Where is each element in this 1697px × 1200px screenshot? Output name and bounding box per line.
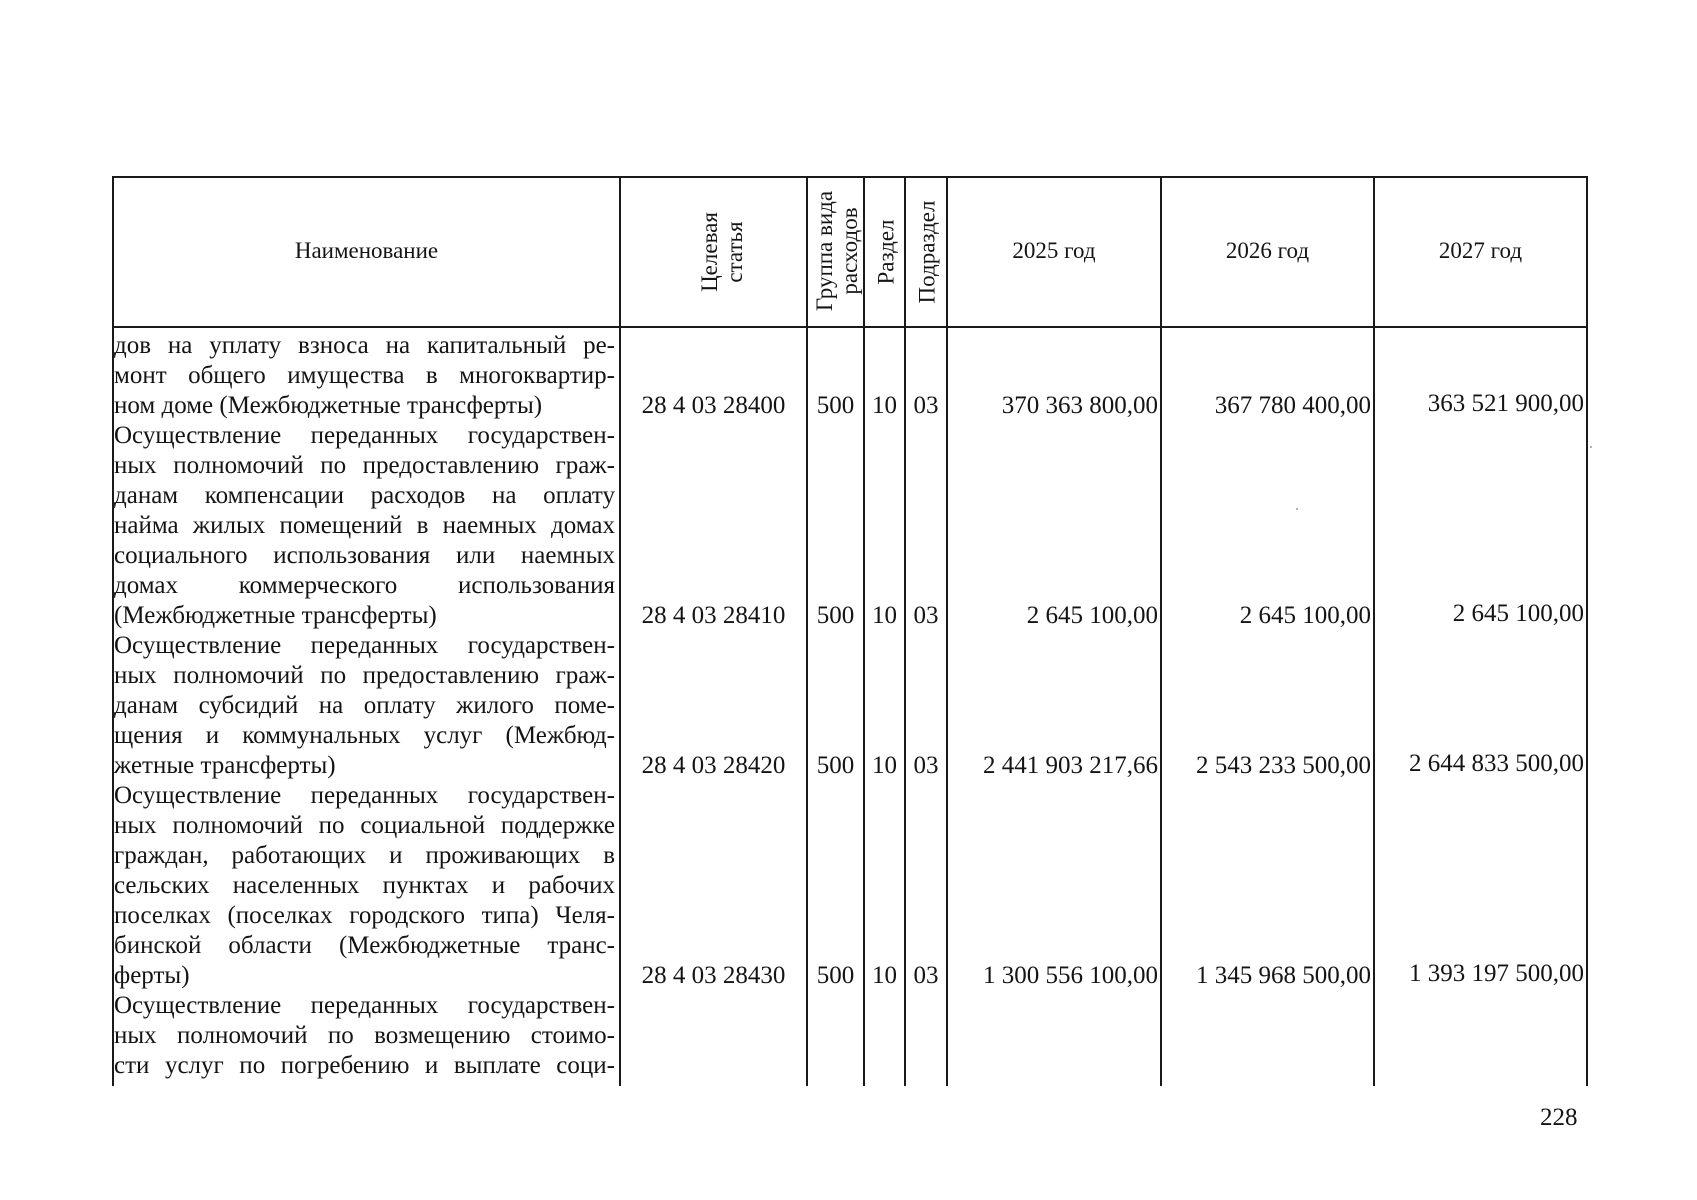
header-name: Наименование <box>294 238 439 263</box>
row2-section: 10 <box>872 602 897 629</box>
row2-subsection: 03 <box>913 602 939 629</box>
row3-2026: 2 543 233 500,00 <box>1196 752 1371 779</box>
table-top-border <box>114 176 1588 178</box>
row4-group: 500 <box>816 962 855 989</box>
row2-line: социального использования или наемных <box>114 542 615 569</box>
row3-group: 500 <box>816 752 855 779</box>
row2-2025: 2 645 100,00 <box>1026 602 1158 629</box>
row2-target: 28 4 03 28410 <box>641 602 786 629</box>
row2-2027: 2 645 100,00 <box>1452 600 1584 627</box>
scan-speck <box>1590 446 1592 448</box>
row2-line: домах коммерческого использования <box>114 572 615 599</box>
row3-2027: 2 644 833 500,00 <box>1409 750 1584 777</box>
row5-line: ных полномочий по возмещению стоимо- <box>114 1022 615 1049</box>
budget-table <box>112 176 1588 1086</box>
row3-line: данам субсидий на оплату жилого поме- <box>114 692 615 719</box>
page-number: 228 <box>1540 1104 1578 1131</box>
row2-line: (Межбюджетные трансферты) <box>114 602 437 629</box>
row3-2025: 2 441 903 217,66 <box>983 752 1158 779</box>
header-target-line-2: статья <box>722 221 747 283</box>
header-2025: 2025 год <box>1012 238 1096 263</box>
row4-line: Осуществление переданных государствен- <box>114 782 615 809</box>
header-target-line-1: Целевая <box>697 212 722 292</box>
row2-group: 500 <box>816 602 855 629</box>
col-divider <box>904 176 906 1086</box>
col-divider <box>863 176 865 1086</box>
row4-section: 10 <box>872 962 897 989</box>
col-divider <box>806 176 808 1086</box>
row3-line: Осуществление переданных государствен- <box>114 632 615 659</box>
row4-2026: 1 345 968 500,00 <box>1196 962 1371 989</box>
row3-line: жетные трансферты) <box>114 752 336 779</box>
row2-2026: 2 645 100,00 <box>1239 602 1371 629</box>
header-subsection: Подраздел <box>914 200 940 304</box>
header-section: Раздел <box>873 219 899 285</box>
header-target-article <box>697 212 747 292</box>
row1-target: 28 4 03 28400 <box>641 392 786 419</box>
row1-2026: 367 780 400,00 <box>1214 392 1371 419</box>
table-right-border <box>1586 176 1588 1086</box>
row1-section: 10 <box>872 392 897 419</box>
header-expense-group <box>812 191 862 311</box>
row4-target: 28 4 03 28430 <box>641 962 786 989</box>
row4-2025: 1 300 556 100,00 <box>983 962 1158 989</box>
row1-line: дов на уплату взноса на капитальный ре- <box>114 332 615 359</box>
row1-line: ном доме (Межбюджетные трансферты) <box>114 392 543 419</box>
row2-line: данам компенсации расходов на оплату <box>114 482 615 509</box>
row1-2025: 370 363 800,00 <box>1001 392 1158 419</box>
header-bottom-border <box>114 326 1588 328</box>
row1-line: монт общего имущества в многоквартир- <box>114 362 615 389</box>
header-group-line-1: Группа вида <box>812 190 837 312</box>
row3-section: 10 <box>872 752 897 779</box>
row2-line: найма жилых помещений в наемных домах <box>114 512 615 539</box>
row1-subsection: 03 <box>913 392 939 419</box>
row4-line: граждан, работающих и проживающих в <box>114 842 615 869</box>
header-group-line-2: расходов <box>837 207 862 295</box>
row3-target: 28 4 03 28420 <box>641 752 786 779</box>
header-2026: 2026 год <box>1225 238 1310 263</box>
header-2027: 2027 год <box>1438 238 1523 263</box>
row3-subsection: 03 <box>913 752 939 779</box>
row1-2027: 363 521 900,00 <box>1427 390 1584 417</box>
row2-line: Осуществление переданных государствен- <box>114 422 615 449</box>
row4-line: сельских населенных пунктах и рабочих <box>114 872 615 899</box>
row5-line: Осуществление переданных государствен- <box>114 992 615 1019</box>
col-divider <box>946 176 948 1086</box>
row4-line: бинской области (Межбюджетные транс- <box>114 932 615 959</box>
row1-group: 500 <box>816 392 855 419</box>
row4-line: поселках (поселках городского типа) Челя- <box>114 902 615 929</box>
row4-line: ных полномочий по социальной поддержке <box>114 812 615 839</box>
row4-line: ферты) <box>114 962 190 989</box>
row4-subsection: 03 <box>913 962 939 989</box>
row4-2027: 1 393 197 500,00 <box>1409 960 1584 987</box>
row5-line: сти услуг по погребению и выплате соци- <box>114 1052 615 1079</box>
row3-line: щения и коммунальных услуг (Межбюд- <box>114 722 615 749</box>
scan-speck <box>1296 508 1298 510</box>
row2-line: ных полномочий по предоставлению граж- <box>114 452 615 479</box>
col-divider <box>1160 176 1162 1086</box>
col-divider <box>1373 176 1375 1086</box>
row3-line: ных полномочий по предоставлению граж- <box>114 662 615 689</box>
col-divider <box>619 176 621 1086</box>
